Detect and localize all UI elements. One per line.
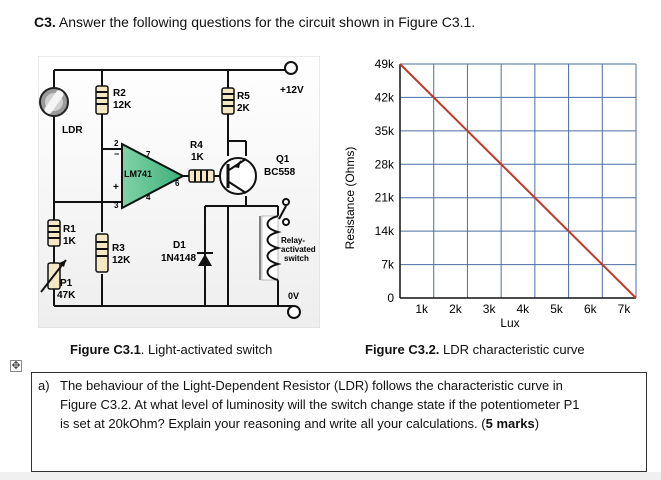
relay-label-line1: Relay- [281, 236, 306, 245]
r3-resistor [96, 234, 108, 272]
figure-c32-caption [365, 342, 585, 357]
r2-resistor [96, 86, 108, 114]
opamp-label: LM741 [124, 169, 153, 179]
r5-value: 2K [237, 103, 250, 114]
opamp-minus: − [114, 149, 120, 159]
ldr-label: LDR [62, 125, 83, 136]
circuit-diagram [38, 56, 320, 328]
q1-label: Q1 [276, 154, 290, 165]
question-a [38, 376, 634, 433]
chart-y-tick-label: 49k [374, 57, 394, 71]
r3-value: 12K [112, 255, 131, 266]
answer-table-cell[interactable] [31, 372, 647, 472]
chart-y-tick-label: 42k [374, 90, 394, 105]
r1-resistor [48, 220, 60, 246]
question-a-marks: 5 marks [485, 416, 535, 431]
r1-label: R1 [63, 224, 76, 235]
chart-y-tick-label: 21k [374, 190, 394, 205]
chart-x-tick-label: 1k [415, 302, 429, 316]
r5-resistor [222, 88, 234, 114]
opamp-pin4: 4 [146, 193, 151, 202]
r4-value: 1K [191, 152, 204, 163]
r1-value: 1K [63, 236, 76, 247]
chart-y-tick-label: 35k [374, 123, 394, 138]
supply-terminal [285, 62, 297, 74]
opamp-pin3: 3 [114, 201, 119, 210]
ground-terminal [288, 306, 300, 318]
opamp-pin7: 7 [146, 150, 151, 159]
chart-x-axis-label: Lux [500, 316, 520, 330]
table-move-handle-icon[interactable]: ✥ [11, 360, 21, 372]
figure-c32-label: Figure C3.2. [365, 342, 440, 357]
chart-x-tick-label: 2k [449, 302, 462, 316]
question-instruction: Answer the following questions for the circuit shown in Figure C3.1. [58, 14, 476, 30]
chart-y-tick-label: 7k [381, 257, 394, 272]
p1-value: 47K [57, 290, 76, 301]
r4-label: R4 [190, 140, 203, 151]
r2-label: R2 [113, 88, 126, 99]
chart-x-tick-label: 4k [516, 302, 530, 316]
question-number: C3. [34, 14, 56, 30]
q1-transistor [220, 158, 256, 194]
opamp-plus: + [113, 182, 119, 193]
chart-y-axis-label: Resistance (Ohms) [343, 146, 357, 250]
ldr-characteristic-chart [340, 52, 640, 330]
chart-x-tick-label: 6k [583, 302, 597, 316]
r4-resistor [189, 170, 214, 182]
relay-label-line2: activated [281, 245, 316, 254]
p1-label: P1 [60, 278, 73, 289]
d1-part: 1N4148 [161, 253, 197, 264]
relay-label-line3: switch [284, 254, 309, 263]
supply-label: +12V [280, 85, 304, 96]
question-heading [34, 14, 475, 30]
question-a-line3: is set at 20kOhm? Explain your reasoning and write all your calculations. (5 marks) [60, 416, 540, 431]
chart-y-tick-label: 14k [374, 224, 394, 239]
opamp-pin6: 6 [175, 179, 180, 188]
question-a-line2: Figure C3.2. At what level of luminosity will the switch change state if the potentiometer P1 [60, 397, 580, 412]
ground-label: 0V [288, 291, 300, 301]
question-a-line1: a) The behaviour of the Light-Dependent Resistor (LDR) follows the characteristic curve in [38, 378, 563, 393]
q1-part: BC558 [264, 167, 296, 178]
chart-x-tick-label: 5k [550, 302, 563, 316]
r2-value: 12K [113, 100, 132, 111]
relay-coil [260, 216, 278, 280]
chart-x-tick-label: 3k [482, 302, 496, 316]
chart-y-tick-label: 0 [387, 291, 394, 305]
figure-c32-text: LDR characteristic curve [439, 342, 585, 357]
figure-c31-text: . Light-activated switch [140, 342, 273, 357]
chart-series-line [400, 64, 636, 298]
r5-label: R5 [237, 91, 250, 102]
d1-label: D1 [173, 240, 186, 251]
r3-label: R3 [112, 243, 125, 254]
opamp-pin2: 2 [114, 139, 119, 148]
figure-c31-label: Figure C3.1 [70, 342, 141, 357]
question-a-label: a) [38, 378, 50, 393]
figure-c31-caption [70, 342, 272, 357]
chart-y-tick-label: 28k [374, 157, 394, 172]
ldr-component [40, 88, 68, 116]
page-bottom-strip [0, 472, 661, 480]
chart-x-tick-label: 7k [617, 302, 631, 316]
